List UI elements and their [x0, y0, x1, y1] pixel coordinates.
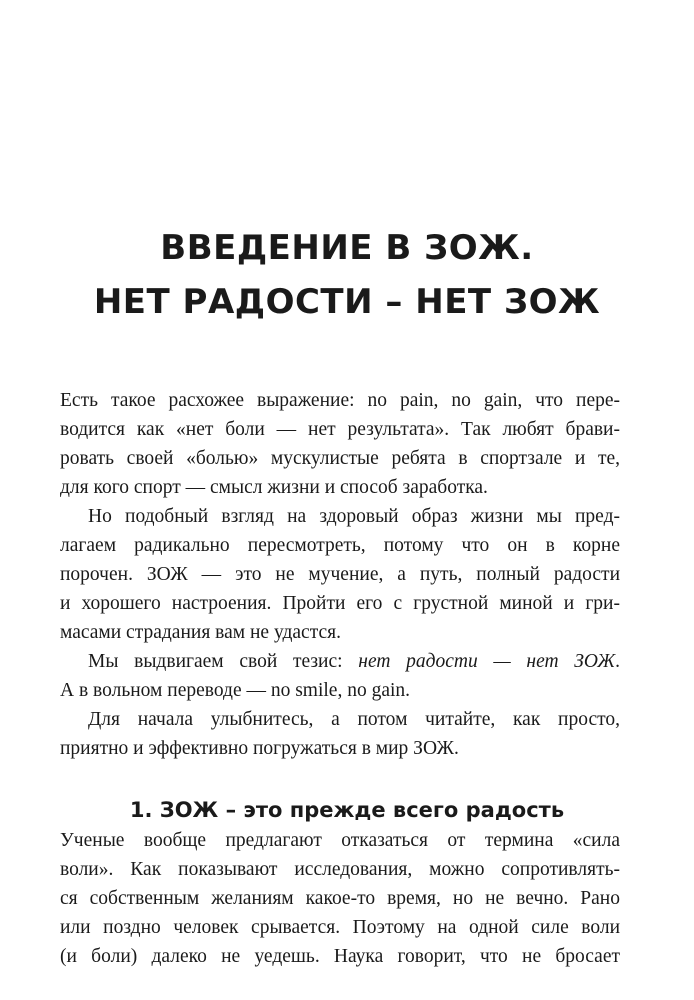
text-line: и хорошего настроения. Пройти его с грустной миной и гри-: [60, 593, 620, 614]
text-line: А в вольном переводе — no smile, no gain.: [60, 680, 411, 701]
text-line: воли». Как показывают исследования, можно сопротивлять-: [60, 859, 620, 880]
thesis-prefix: Мы выдвигаем свой тезис:: [88, 651, 359, 672]
text-line: водится как «нет боли — нет результата». Так любят брави-: [60, 419, 620, 440]
chapter-title-line-2: НЕТ РАДОСТИ – НЕТ ЗОЖ: [93, 282, 601, 322]
text-line: порочен. ЗОЖ — это не мучение, а путь, полный радости: [60, 564, 620, 585]
text-line: для кого спорт — смысл жизни и способ заработка.: [60, 477, 488, 498]
text-line: Для начала улыбнитесь, а потом читайте, как просто,: [88, 709, 620, 730]
text-line: масами страдания вам не удастся.: [60, 622, 341, 643]
text-line: Есть такое расхожее выражение: no pain, no gain, что пере-: [60, 390, 620, 411]
text-line: Ученые вообще предлагают отказаться от термина «сила: [60, 830, 620, 851]
text-line: (и боли) далеко не уедешь. Наука говорит, что не бросает: [60, 946, 620, 967]
thesis-suffix: .: [615, 651, 620, 672]
text-line: ся собственным желаниям какое-то время, но не вечно. Рано: [60, 888, 620, 909]
thesis-emphasis: нет радости — нет ЗОЖ: [358, 651, 616, 672]
section-text: [60, 826, 620, 971]
text-line: ровать своей «болью» мускулистые ребята в спортзале и те,: [60, 448, 620, 469]
text-line: приятно и эффективно погружаться в мир ЗОЖ.: [60, 738, 459, 759]
text-line: Но подобный взгляд на здоровый образ жизни мы пред-: [88, 506, 620, 527]
section-heading: 1. ЗОЖ – это прежде всего радость: [129, 798, 565, 822]
thesis-line: [60, 647, 620, 676]
text-line: или поздно человек срывается. Поэтому на одной силе воли: [60, 917, 620, 938]
text-line: лагаем радикально пересмотреть, потому что он в корне: [60, 535, 620, 556]
intro-text: [60, 386, 620, 763]
chapter-title-line-1: ВВЕДЕНИЕ В ЗОЖ.: [160, 228, 534, 268]
